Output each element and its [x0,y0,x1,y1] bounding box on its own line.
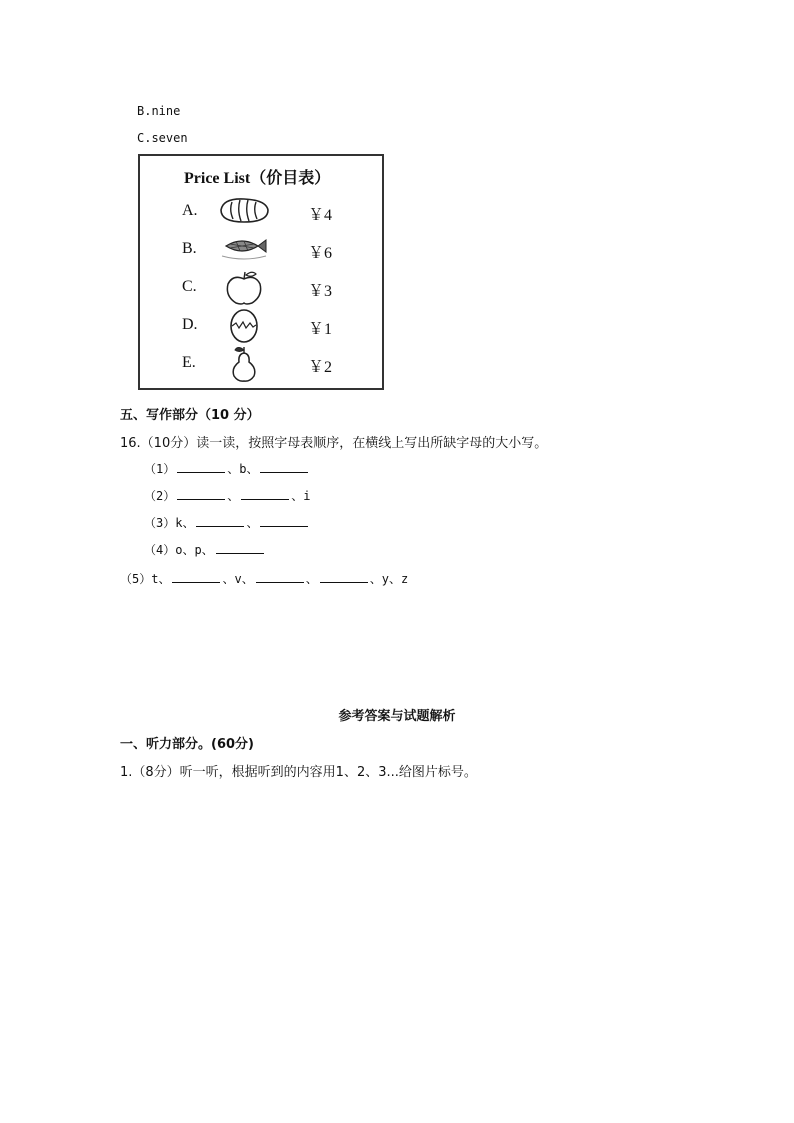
answer-blank[interactable] [196,514,244,527]
price-value: ￥1 [308,321,333,338]
answer-blank[interactable] [172,570,220,583]
price-list-box [138,154,384,390]
apple-icon [218,270,270,306]
answer-blank[interactable] [320,570,368,583]
fish-icon [218,232,270,268]
bread-icon [218,194,270,230]
egg-icon [218,308,270,344]
question-16: 16.（10分）读一读，按照字母表顺序，在横线上写出所缺字母的大小写。 [120,436,548,451]
price-letter: B. [182,240,197,257]
price-row-c [140,270,382,306]
answer-blank[interactable] [256,570,304,583]
price-letter: A. [182,202,198,219]
price-value: ￥6 [308,245,333,262]
price-letter: E. [182,354,196,371]
answer-blank[interactable] [177,460,225,473]
price-value: ￥4 [308,207,333,224]
answers-section-heading: 一、听力部分。(60分) [120,737,254,752]
price-value: ￥2 [308,359,333,376]
price-letter: D. [182,316,198,333]
exercise-line-5: （5）t、 、v、 、 、y、z [120,572,409,586]
price-row-b [140,232,382,268]
answer-blank[interactable] [260,460,308,473]
answer-blank[interactable] [177,487,225,500]
section-heading: 五、写作部分（10 分） [120,408,260,423]
pear-icon [218,346,270,382]
price-letter: C. [182,278,197,295]
exercise-line-4: （4）o、p、 [144,541,266,558]
exercise-line-1: （1） 、b、 [144,460,310,477]
answer-blank[interactable] [216,541,264,554]
price-list-title: Price List（价目表） [184,170,331,187]
answers-title: 参考答案与试题解析 [338,709,456,724]
option-c: C.seven [137,131,188,145]
answers-question-1: 1.（8分）听一听，根据听到的内容用1、2、3...给图片标号。 [120,765,477,780]
answer-blank[interactable] [260,514,308,527]
exercise-line-3: （3）k、 、 [144,514,310,531]
price-row-d [140,308,382,344]
exercise-line-2: （2） 、 、i [144,489,311,503]
option-b: B.nine [137,104,181,118]
answer-blank[interactable] [241,487,289,500]
price-row-a [140,194,382,230]
price-value: ￥3 [308,283,333,300]
price-row-e [140,346,382,382]
